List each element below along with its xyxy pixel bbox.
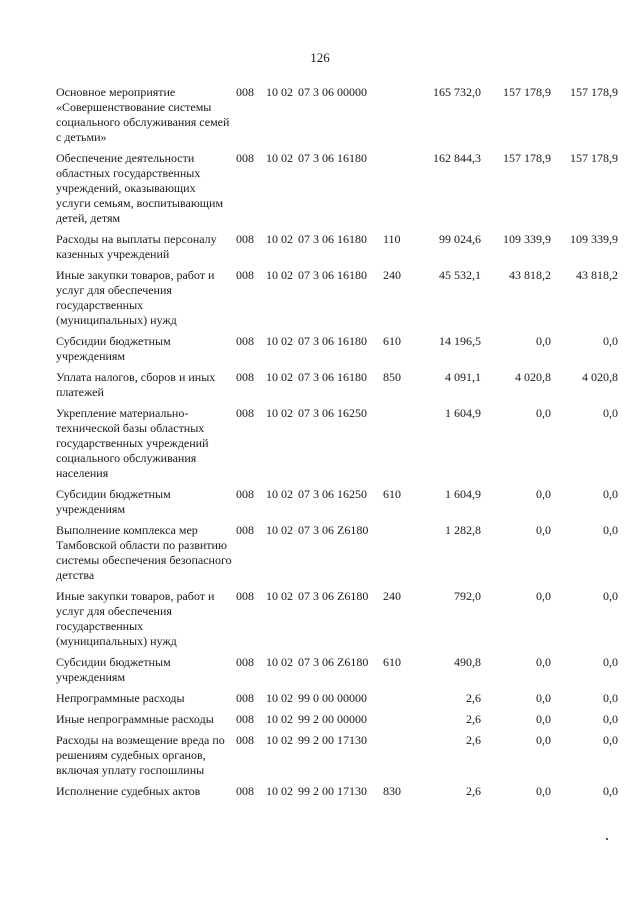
row-expense-type-code [383, 523, 410, 589]
row-section-code: 10 02 [266, 85, 293, 99]
row-expense-type-code [383, 691, 410, 712]
row-amount-3: 0,0 [603, 589, 618, 603]
row-amount-3: 109 339,9 [570, 232, 618, 246]
row-section-code: 10 02 [266, 487, 293, 501]
table-row [56, 487, 618, 523]
row-name: Субсидии бюджетным учреждениям [56, 334, 171, 363]
row-amount-1: 1 604,9 [445, 487, 481, 501]
row-name: Субсидии бюджетным учреждениям [56, 487, 171, 516]
row-amount-3: 0,0 [603, 712, 618, 726]
row-amount-3: 157 178,9 [570, 85, 618, 99]
row-amount-2: 0,0 [536, 784, 551, 798]
table-row [56, 733, 618, 784]
row-grbs-code: 008 [236, 784, 254, 798]
row-section-code: 10 02 [266, 784, 293, 798]
row-section-code: 10 02 [266, 268, 293, 282]
row-grbs-code: 008 [236, 232, 254, 246]
row-target-article-code: 07 3 06 Z6180 [298, 523, 369, 537]
scan-mark [606, 838, 608, 840]
row-section-code: 10 02 [266, 232, 293, 246]
row-target-article-code: 07 3 06 16180 [298, 268, 367, 282]
row-amount-2: 43 818,2 [509, 268, 551, 282]
row-amount-3: 0,0 [603, 691, 618, 705]
row-section-code: 10 02 [266, 691, 293, 705]
row-expense-type-code: 830 [383, 784, 401, 798]
row-grbs-code: 008 [236, 334, 254, 348]
table-row [56, 589, 618, 655]
row-amount-1: 99 024,6 [439, 232, 481, 246]
row-amount-2: 0,0 [536, 712, 551, 726]
table-row [56, 784, 618, 805]
row-expense-type-code: 610 [383, 487, 401, 501]
row-expense-type-code [383, 712, 410, 733]
row-grbs-code: 008 [236, 487, 254, 501]
row-amount-2: 0,0 [536, 589, 551, 603]
row-grbs-code: 008 [236, 712, 254, 726]
table-row [56, 334, 618, 370]
row-expense-type-code: 610 [383, 655, 401, 669]
table-row [56, 85, 618, 151]
row-target-article-code: 07 3 06 16180 [298, 334, 367, 348]
row-amount-2: 157 178,9 [503, 151, 551, 165]
row-section-code: 10 02 [266, 655, 293, 669]
row-name: Иные непрограммные расходы [56, 712, 214, 726]
row-grbs-code: 008 [236, 370, 254, 384]
row-amount-3: 0,0 [603, 334, 618, 348]
row-amount-2: 109 339,9 [503, 232, 551, 246]
row-expense-type-code [383, 85, 410, 151]
row-amount-3: 0,0 [603, 487, 618, 501]
row-expense-type-code: 850 [383, 370, 401, 384]
row-amount-2: 0,0 [536, 334, 551, 348]
row-target-article-code: 99 2 00 17130 [298, 733, 367, 747]
row-name: Исполнение судебных актов [56, 784, 201, 798]
row-amount-1: 2,6 [466, 691, 481, 705]
budget-table [56, 85, 618, 805]
row-section-code: 10 02 [266, 589, 293, 603]
row-target-article-code: 07 3 06 00000 [298, 85, 367, 99]
row-section-code: 10 02 [266, 406, 293, 420]
table-row [56, 691, 618, 712]
row-grbs-code: 008 [236, 268, 254, 282]
row-name: Расходы на выплаты персоналу казенных учреждений [56, 232, 217, 261]
row-amount-1: 490,8 [454, 655, 481, 669]
row-name: Непрограммные расходы [56, 691, 185, 705]
row-amount-2: 0,0 [536, 523, 551, 537]
row-expense-type-code [383, 733, 410, 784]
row-section-code: 10 02 [266, 712, 293, 726]
row-grbs-code: 008 [236, 523, 254, 537]
row-target-article-code: 07 3 06 Z6180 [298, 655, 369, 669]
row-name: Уплата налогов, сборов и иных платежей [56, 370, 216, 399]
row-amount-1: 2,6 [466, 784, 481, 798]
table-row [56, 370, 618, 406]
row-expense-type-code: 240 [383, 268, 401, 282]
row-amount-1: 45 532,1 [439, 268, 481, 282]
page-number: 126 [310, 50, 330, 65]
row-grbs-code: 008 [236, 85, 254, 99]
row-grbs-code: 008 [236, 589, 254, 603]
row-amount-1: 14 196,5 [439, 334, 481, 348]
table-row [56, 232, 618, 268]
row-expense-type-code: 110 [383, 232, 401, 246]
row-amount-1: 165 732,0 [433, 85, 481, 99]
row-amount-2: 0,0 [536, 487, 551, 501]
row-target-article-code: 99 0 00 00000 [298, 691, 367, 705]
row-grbs-code: 008 [236, 151, 254, 165]
row-target-article-code: 99 2 00 17130 [298, 784, 367, 798]
row-name: Субсидии бюджетным учреждениям [56, 655, 171, 684]
row-amount-1: 1 604,9 [445, 406, 481, 420]
row-expense-type-code: 240 [383, 589, 401, 603]
row-amount-3: 0,0 [603, 784, 618, 798]
row-name: Расходы на возмещение вреда по решениям судебных органов, включая уплату госпошлины [56, 733, 225, 777]
row-amount-1: 2,6 [466, 733, 481, 747]
row-amount-3: 0,0 [603, 733, 618, 747]
row-section-code: 10 02 [266, 523, 293, 537]
table-row [56, 151, 618, 232]
row-amount-3: 0,0 [603, 523, 618, 537]
row-name: Иные закупки товаров, работ и услуг для обеспечения государственных (муниципальных) нужд [56, 589, 215, 648]
row-target-article-code: 07 3 06 16250 [298, 487, 367, 501]
row-amount-1: 162 844,3 [433, 151, 481, 165]
row-amount-2: 0,0 [536, 406, 551, 420]
row-amount-3: 157 178,9 [570, 151, 618, 165]
row-amount-2: 0,0 [536, 733, 551, 747]
row-target-article-code: 07 3 06 16180 [298, 232, 367, 246]
row-section-code: 10 02 [266, 151, 293, 165]
row-section-code: 10 02 [266, 334, 293, 348]
row-grbs-code: 008 [236, 655, 254, 669]
row-amount-3: 0,0 [603, 406, 618, 420]
row-amount-3: 0,0 [603, 655, 618, 669]
row-target-article-code: 07 3 06 16180 [298, 370, 367, 384]
row-amount-3: 43 818,2 [576, 268, 618, 282]
table-row [56, 655, 618, 691]
row-expense-type-code: 610 [383, 334, 401, 348]
row-name: Укрепление материально-технической базы областных государственных учреждений социального обслуживания населения [56, 406, 209, 480]
row-amount-2: 157 178,9 [503, 85, 551, 99]
row-name: Иные закупки товаров, работ и услуг для обеспечения государственных (муниципальных) нужд [56, 268, 215, 327]
table-row [56, 523, 618, 589]
row-amount-2: 4 020,8 [515, 370, 551, 384]
row-target-article-code: 07 3 06 16180 [298, 151, 367, 165]
budget-table-body [56, 85, 618, 805]
row-grbs-code: 008 [236, 733, 254, 747]
table-row [56, 406, 618, 487]
row-amount-3: 4 020,8 [582, 370, 618, 384]
row-name: Выполнение комплекса мер Тамбовской области по развитию системы обеспечения безопасного детства [56, 523, 232, 582]
row-grbs-code: 008 [236, 691, 254, 705]
row-amount-2: 0,0 [536, 655, 551, 669]
table-row [56, 268, 618, 334]
row-expense-type-code [383, 406, 410, 487]
row-section-code: 10 02 [266, 733, 293, 747]
row-grbs-code: 008 [236, 406, 254, 420]
row-amount-1: 2,6 [466, 712, 481, 726]
row-amount-2: 0,0 [536, 691, 551, 705]
table-row [56, 712, 618, 733]
row-target-article-code: 07 3 06 16250 [298, 406, 367, 420]
row-name: Обеспечение деятельности областных государственных учреждений, оказывающих услуги семьям, воспитывающим детей, детям [56, 151, 224, 225]
row-section-code: 10 02 [266, 370, 293, 384]
row-name: Основное мероприятие «Совершенствование системы социального обслуживания семей с детьми» [56, 85, 230, 144]
row-target-article-code: 99 2 00 00000 [298, 712, 367, 726]
row-target-article-code: 07 3 06 Z6180 [298, 589, 369, 603]
row-amount-1: 4 091,1 [445, 370, 481, 384]
row-expense-type-code [383, 151, 410, 232]
row-amount-1: 1 282,8 [445, 523, 481, 537]
row-amount-1: 792,0 [454, 589, 481, 603]
